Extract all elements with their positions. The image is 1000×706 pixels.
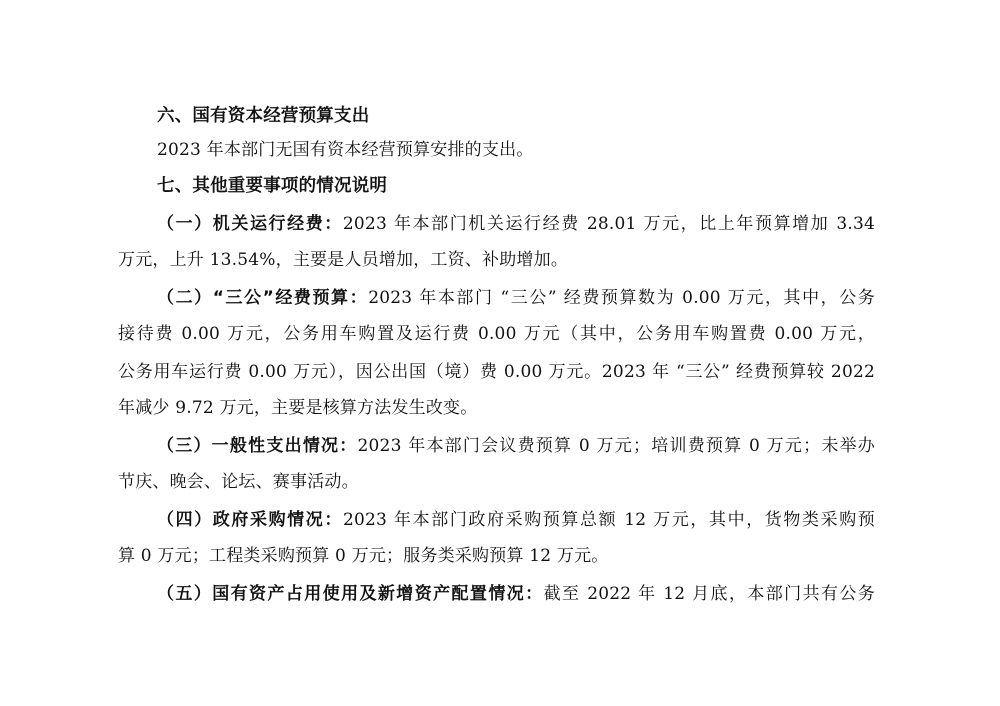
item-4-line-2: 算 0 万元；工程类采购预算 0 万元；服务类采购预算 12 万元。 [118,546,609,566]
item-2-line-3: 公务用车运行费 0.00 万元），因公出国（境）费 0.00 万元。2023 年 “三公” 经费预算较 2022 [118,362,875,382]
item-5-lead: （五）国有资产占用使用及新增资产配置情况： [157,584,544,604]
item-3-text-1: 2023 年本部门会议费预算 0 万元；培训费预算 0 万元；未举办 [357,436,875,456]
item-5-text-1: 截至 2022 年 12 月底，本部门共有公务 [543,584,875,604]
item-3-line-2: 节庆、晚会、论坛、赛事活动。 [118,472,359,492]
item-1-line-1 [157,212,875,236]
item-1-text-1: 2023 年本部门机关运行经费 28.01 万元，比上年预算增加 3.34 [342,214,875,234]
item-2-line-2: 接待费 0.00 万元，公务用车购置及运行费 0.00 万元（其中，公务用车购置费 0.00 万元， [118,324,875,344]
item-2-text-1: 2023 年本部门 “三公” 经费预算数为 0.00 万元，其中，公务 [368,288,875,308]
item-2-line-4: 年减少 9.72 万元，主要是核算方法发生改变。 [118,398,478,418]
item-3-line-1 [157,434,875,458]
item-2-line-1 [157,286,875,310]
item-2-lead: （二）“三公”经费预算： [157,288,369,308]
item-3-lead: （三）一般性支出情况： [157,436,358,456]
item-1-lead: （一）机关运行经费： [157,214,343,234]
item-5-line-1 [157,582,875,606]
section-6-heading: 六、国有资本经营预算支出 [157,106,370,126]
section-7-heading: 七、其他重要事项的情况说明 [157,176,388,196]
section-6-body: 2023 年本部门无国有资本经营预算安排的支出。 [157,140,534,160]
item-4-text-1: 2023 年本部门政府采购预算总额 12 万元，其中，货物类采购预 [342,510,875,530]
item-4-line-1 [157,508,875,532]
item-1-line-2: 万元，上升 13.54%，主要是人员增加，工资、补助增加。 [118,250,569,270]
item-4-lead: （四）政府采购情况： [157,510,343,530]
